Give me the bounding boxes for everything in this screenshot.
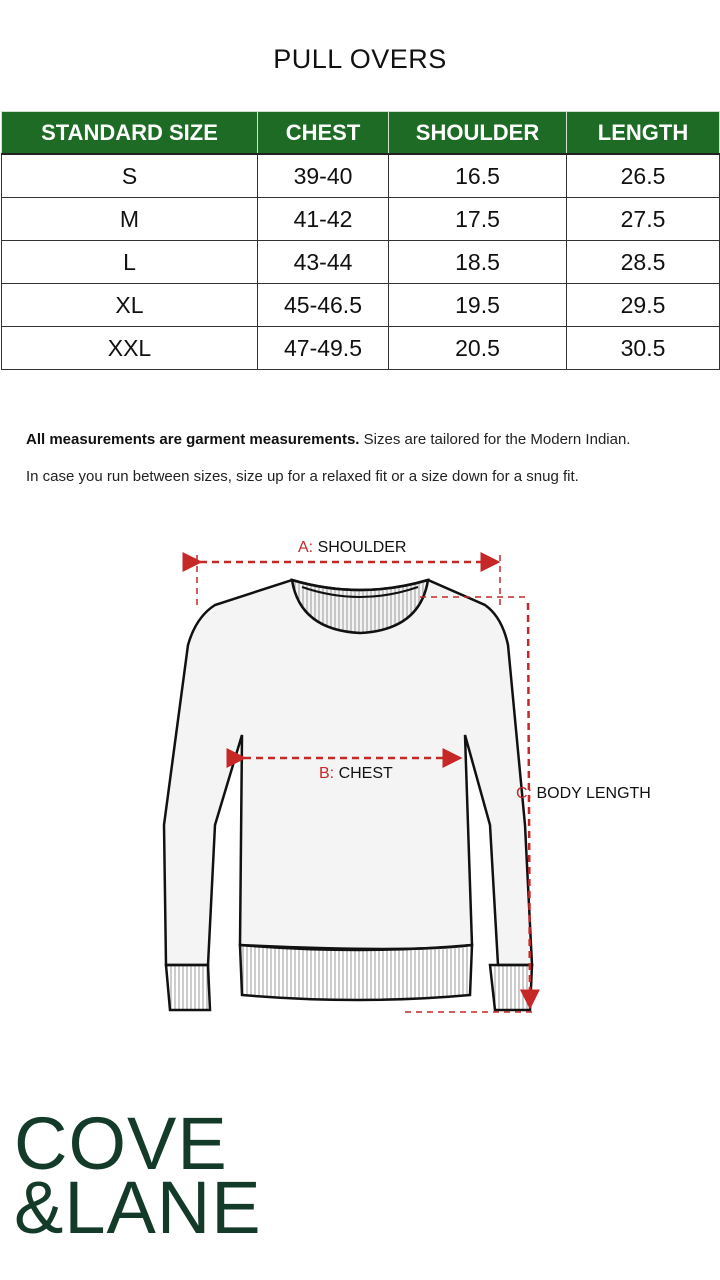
cell-chest: 39-40 [258, 154, 389, 198]
logo-line-1: COVE [14, 1102, 228, 1185]
cell-size: S [2, 154, 258, 198]
cell-length: 30.5 [567, 327, 720, 370]
measurement-note [26, 431, 630, 448]
measurement-note-bold: All measurements are garment measurements. [26, 431, 360, 448]
cell-chest: 45-46.5 [258, 284, 389, 327]
table-header-row [2, 112, 720, 155]
header-length: LENGTH [567, 112, 720, 155]
cell-shoulder: 18.5 [389, 241, 567, 284]
table-row [2, 284, 720, 327]
sweater-measurement-diagram [130, 525, 670, 1045]
cell-chest: 41-42 [258, 198, 389, 241]
chest-label: B: CHEST [319, 765, 393, 782]
fit-advice-note: In case you run between sizes, size up for a relaxed fit or a size down for a snug fit. [26, 468, 579, 485]
cell-shoulder: 19.5 [389, 284, 567, 327]
cell-length: 26.5 [567, 154, 720, 198]
brand-logo [14, 1102, 262, 1249]
header-standard-size: STANDARD SIZE [2, 112, 258, 155]
cell-length: 28.5 [567, 241, 720, 284]
table-row [2, 241, 720, 284]
logo-line-2: &LANE [14, 1166, 262, 1249]
size-chart-table [1, 111, 720, 370]
page-title: PULL OVERS [273, 44, 447, 74]
cell-shoulder: 17.5 [389, 198, 567, 241]
header-chest: CHEST [258, 112, 389, 155]
cell-size: XL [2, 284, 258, 327]
cell-shoulder: 16.5 [389, 154, 567, 198]
body-length-label: C: BODY LENGTH [516, 785, 651, 802]
cell-chest: 43-44 [258, 241, 389, 284]
cell-length: 27.5 [567, 198, 720, 241]
cell-size: XXL [2, 327, 258, 370]
measurement-note-rest: Sizes are tailored for the Modern Indian. [359, 431, 631, 448]
cell-size: L [2, 241, 258, 284]
table-row [2, 327, 720, 370]
cell-length: 29.5 [567, 284, 720, 327]
table-row [2, 198, 720, 241]
shoulder-label: A: SHOULDER [298, 539, 407, 556]
cell-shoulder: 20.5 [389, 327, 567, 370]
cell-chest: 47-49.5 [258, 327, 389, 370]
table-row [2, 154, 720, 198]
cell-size: M [2, 198, 258, 241]
header-shoulder: SHOULDER [389, 112, 567, 155]
